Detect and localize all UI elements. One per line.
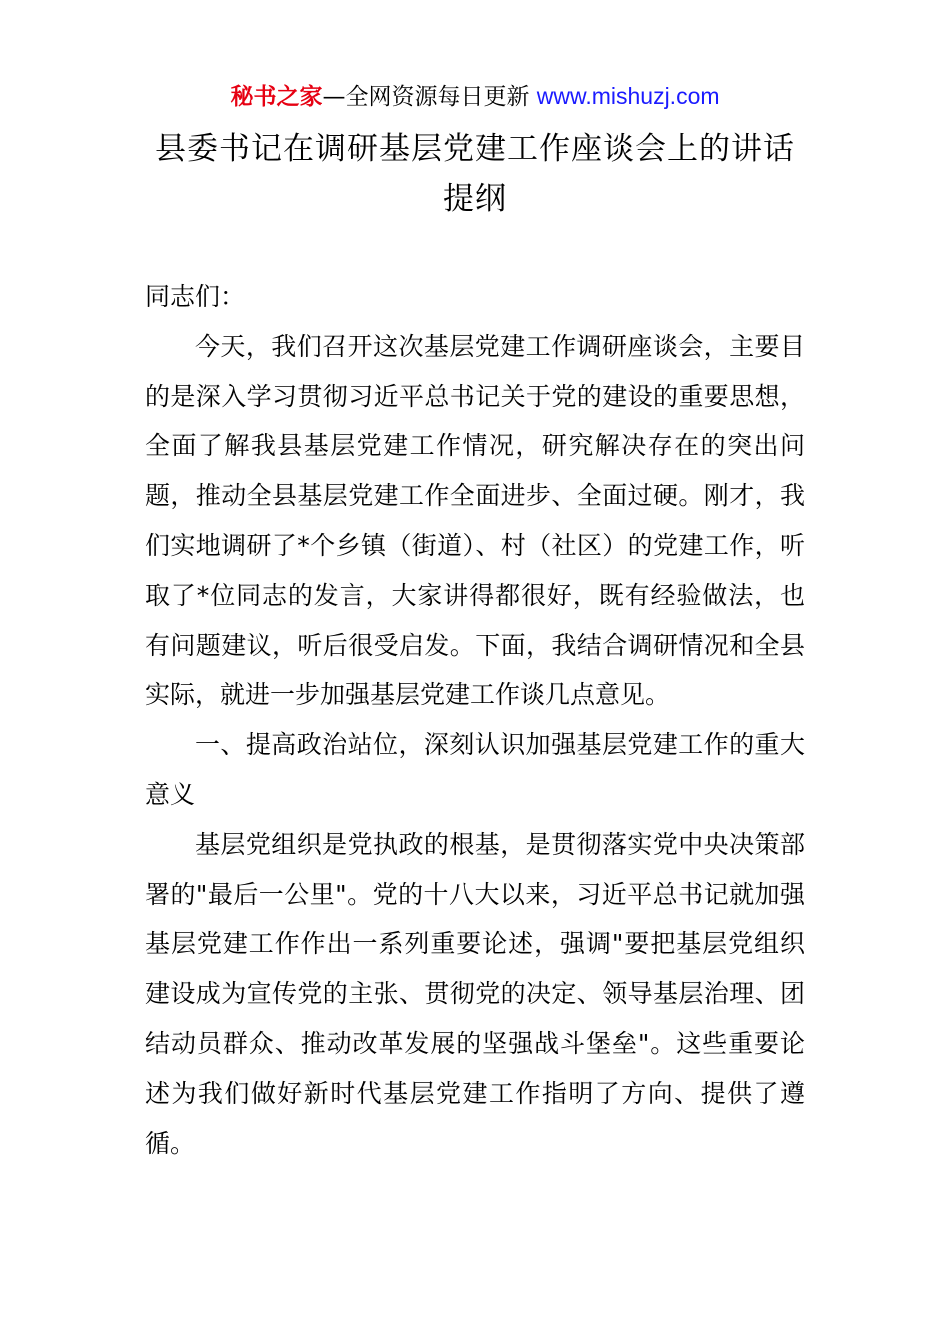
body-paragraph: 基层党组织是党执政的根基，是贯彻落实党中央决策部署的"最后一公里"。党的十八大以来，习近平总书记就加强基层党建工作作出一系列重要论述，强调"要把基层党组织建设成为宣传党的主张、贯彻党的决定、领导基层治理、团结动员群众、推动改革发展的坚强战斗堡垒"。这些重要论述为我们做好新时代基层党建工作指明了方向、提供了遵循。 xyxy=(145,829,805,1158)
brand-name: 秘书之家 xyxy=(230,84,323,110)
salutation: 同志们： xyxy=(145,282,246,311)
document-body xyxy=(145,272,805,1168)
header-tagline: —全网资源每日更新 xyxy=(322,84,537,110)
document-title: 县委书记在调研基层党建工作座谈会上的讲话提纲 xyxy=(155,131,795,217)
body-paragraph: 今天，我们召开这次基层党建工作调研座谈会，主要目的是深入学习贯彻习近平总书记关于党的建设的重要思想，全面了解我县基层党建工作情况，研究解决存在的突出问题，推动全县基层党建工作全面进步、全面过硬。刚才，我们实地调研了*个乡镇（街道）、村（社区）的党建工作，听取了*位同志的发言，大家讲得都很好，既有经验做法，也有问题建议，听后很受启发。下面，我结合调研情况和全县实际，就进一步加强基层党建工作谈几点意见。 xyxy=(145,331,805,710)
site-header xyxy=(0,80,950,113)
site-url-link[interactable]: www.mishuzj.com xyxy=(536,83,720,109)
section-heading: 一、提高政治站位，深刻认识加强基层党建工作的重大意义 xyxy=(145,730,805,809)
